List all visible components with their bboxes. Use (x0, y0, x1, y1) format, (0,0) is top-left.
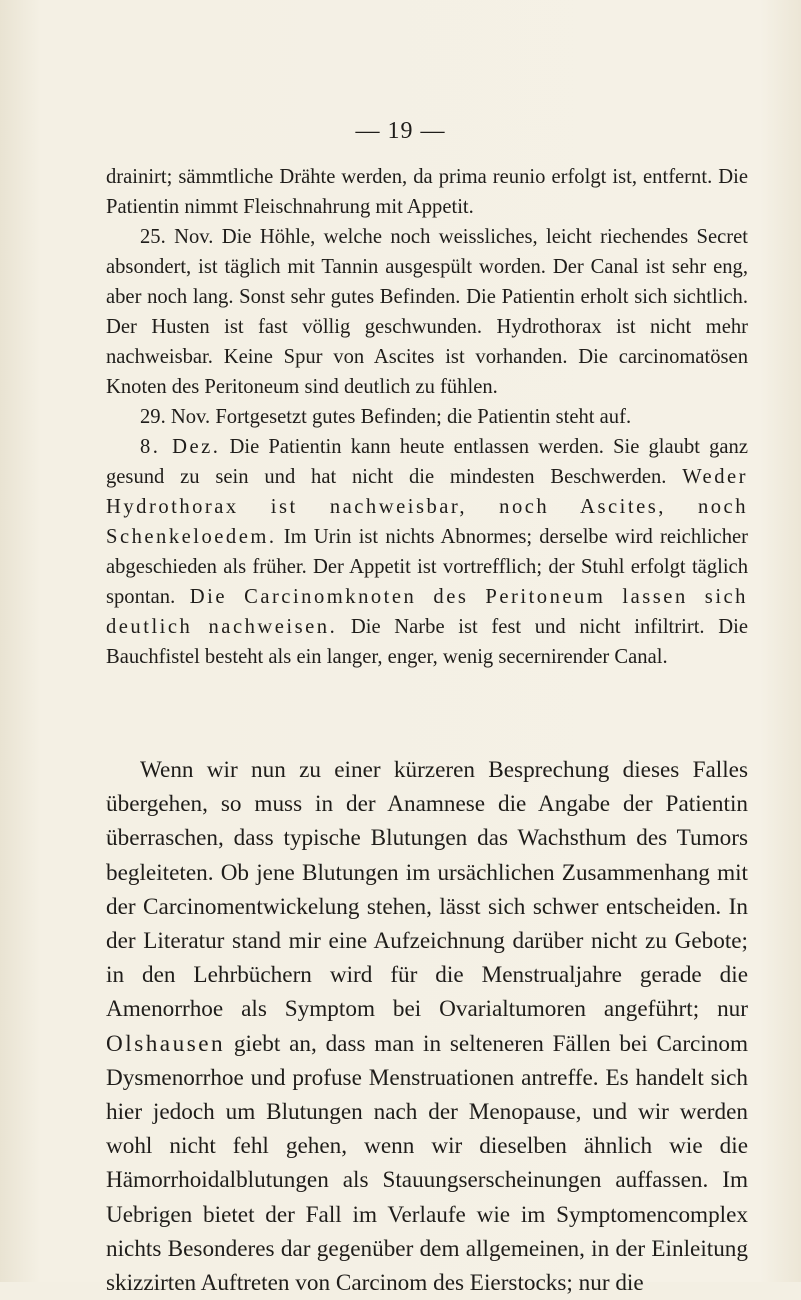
note-8-dez-spaced-1: Weder Hydrothorax ist nachweisbar, noch Ascites, noch Schenkeloedem. (106, 466, 748, 548)
note-8-dez-text-1: Die Patientin kann heute entlassen werden. Sie glaubt ganz gesund zu sein und hat nicht die mindesten Beschwerden. (106, 436, 748, 488)
note-8-dez-text-2: Im Urin ist nichts Abnormes; derselbe wird reichlicher abgeschieden als früher. Der Appetit ist vortrefflich; der Stuhl erfolgt täglich spontan. (106, 526, 748, 608)
note-8-dez-date: 8. Dez. (140, 436, 221, 458)
note-29-nov: 29. Nov. Fortgesetzt gutes Befinden; die Patientin steht auf. (140, 406, 632, 428)
note-8-dez-spaced-2: Die Carcinomknoten des Peritoneum lassen sich deutlich nachweisen. (106, 586, 748, 638)
note-8-dez (106, 432, 748, 672)
discussion-text (106, 753, 748, 1300)
note-continuation: drainirt; sämmtliche Drähte werden, da prima reunio erfolgt ist, entfernt. Die Patientin nimmt Fleischnahrung mit Appetit. (106, 166, 748, 218)
page-number: — 19 — (355, 118, 446, 144)
author-name-olshausen: Olshausen (106, 1030, 226, 1057)
case-notes (106, 162, 748, 672)
note-25-nov: 25. Nov. Die Höhle, welche noch weissliches, leicht riechendes Secret absondert, ist täglich mit Tannin ausgespült worden. Der Canal ist sehr eng, aber noch lang. Sonst sehr gutes Befinden. Die Patientin erholt sich sichtlich. Der Husten ist fast völlig geschwunden. Hydrothorax ist nicht mehr nachweisbar. Keine Spur von Ascites ist vorhanden. Die carcinomatösen Knoten des Peritoneum sind deutlich zu fühlen. (106, 226, 748, 398)
discussion-text-2: giebt an, dass man in selteneren Fällen bei Carcinom Dysmenorrhoe und profuse Menstruationen antreffe. Es handelt sich hier jedoch um Blutungen nach der Menopause, und wir werden wohl nicht fehl gehen, wenn wir dieselben ähnlich wie die Hämorrhoidalblutungen als Stauungserscheinungen auffassen. Im Uebrigen bietet der Fall im Verlaufe wie im Symptomencomplex nichts Besonderes dar gegenüber dem allgemeinen, in der Einleitung skizzirten Auftreten von Carcinom des Eierstocks; nur die (106, 1030, 748, 1297)
note-8-dez-text-3: Die Narbe ist fest und nicht infiltrirt. Die Bauchfistel besteht als ein langer, enger, wenig secernirender Canal. (106, 616, 748, 668)
discussion-paragraph (106, 753, 748, 1300)
discussion-text-1: Wenn wir nun zu einer kürzeren Besprechung dieses Falles übergehen, so muss in der Anamnese die Angabe der Patientin überraschen, dass typische Blutungen das Wachsthum des Tumors begleiteten. Ob jene Blutungen im ursächlichen Zusammenhang mit der Carcinomentwickelung stehen, lässt sich schwer entscheiden. In der Literatur stand mir eine Aufzeichnung darüber nicht zu Gebote; in den Lehrbüchern wird für die Menstrualjahre gerade die Amenorrhoe als Symptom bei Ovarialtumoren angeführt; nur (106, 757, 748, 1023)
